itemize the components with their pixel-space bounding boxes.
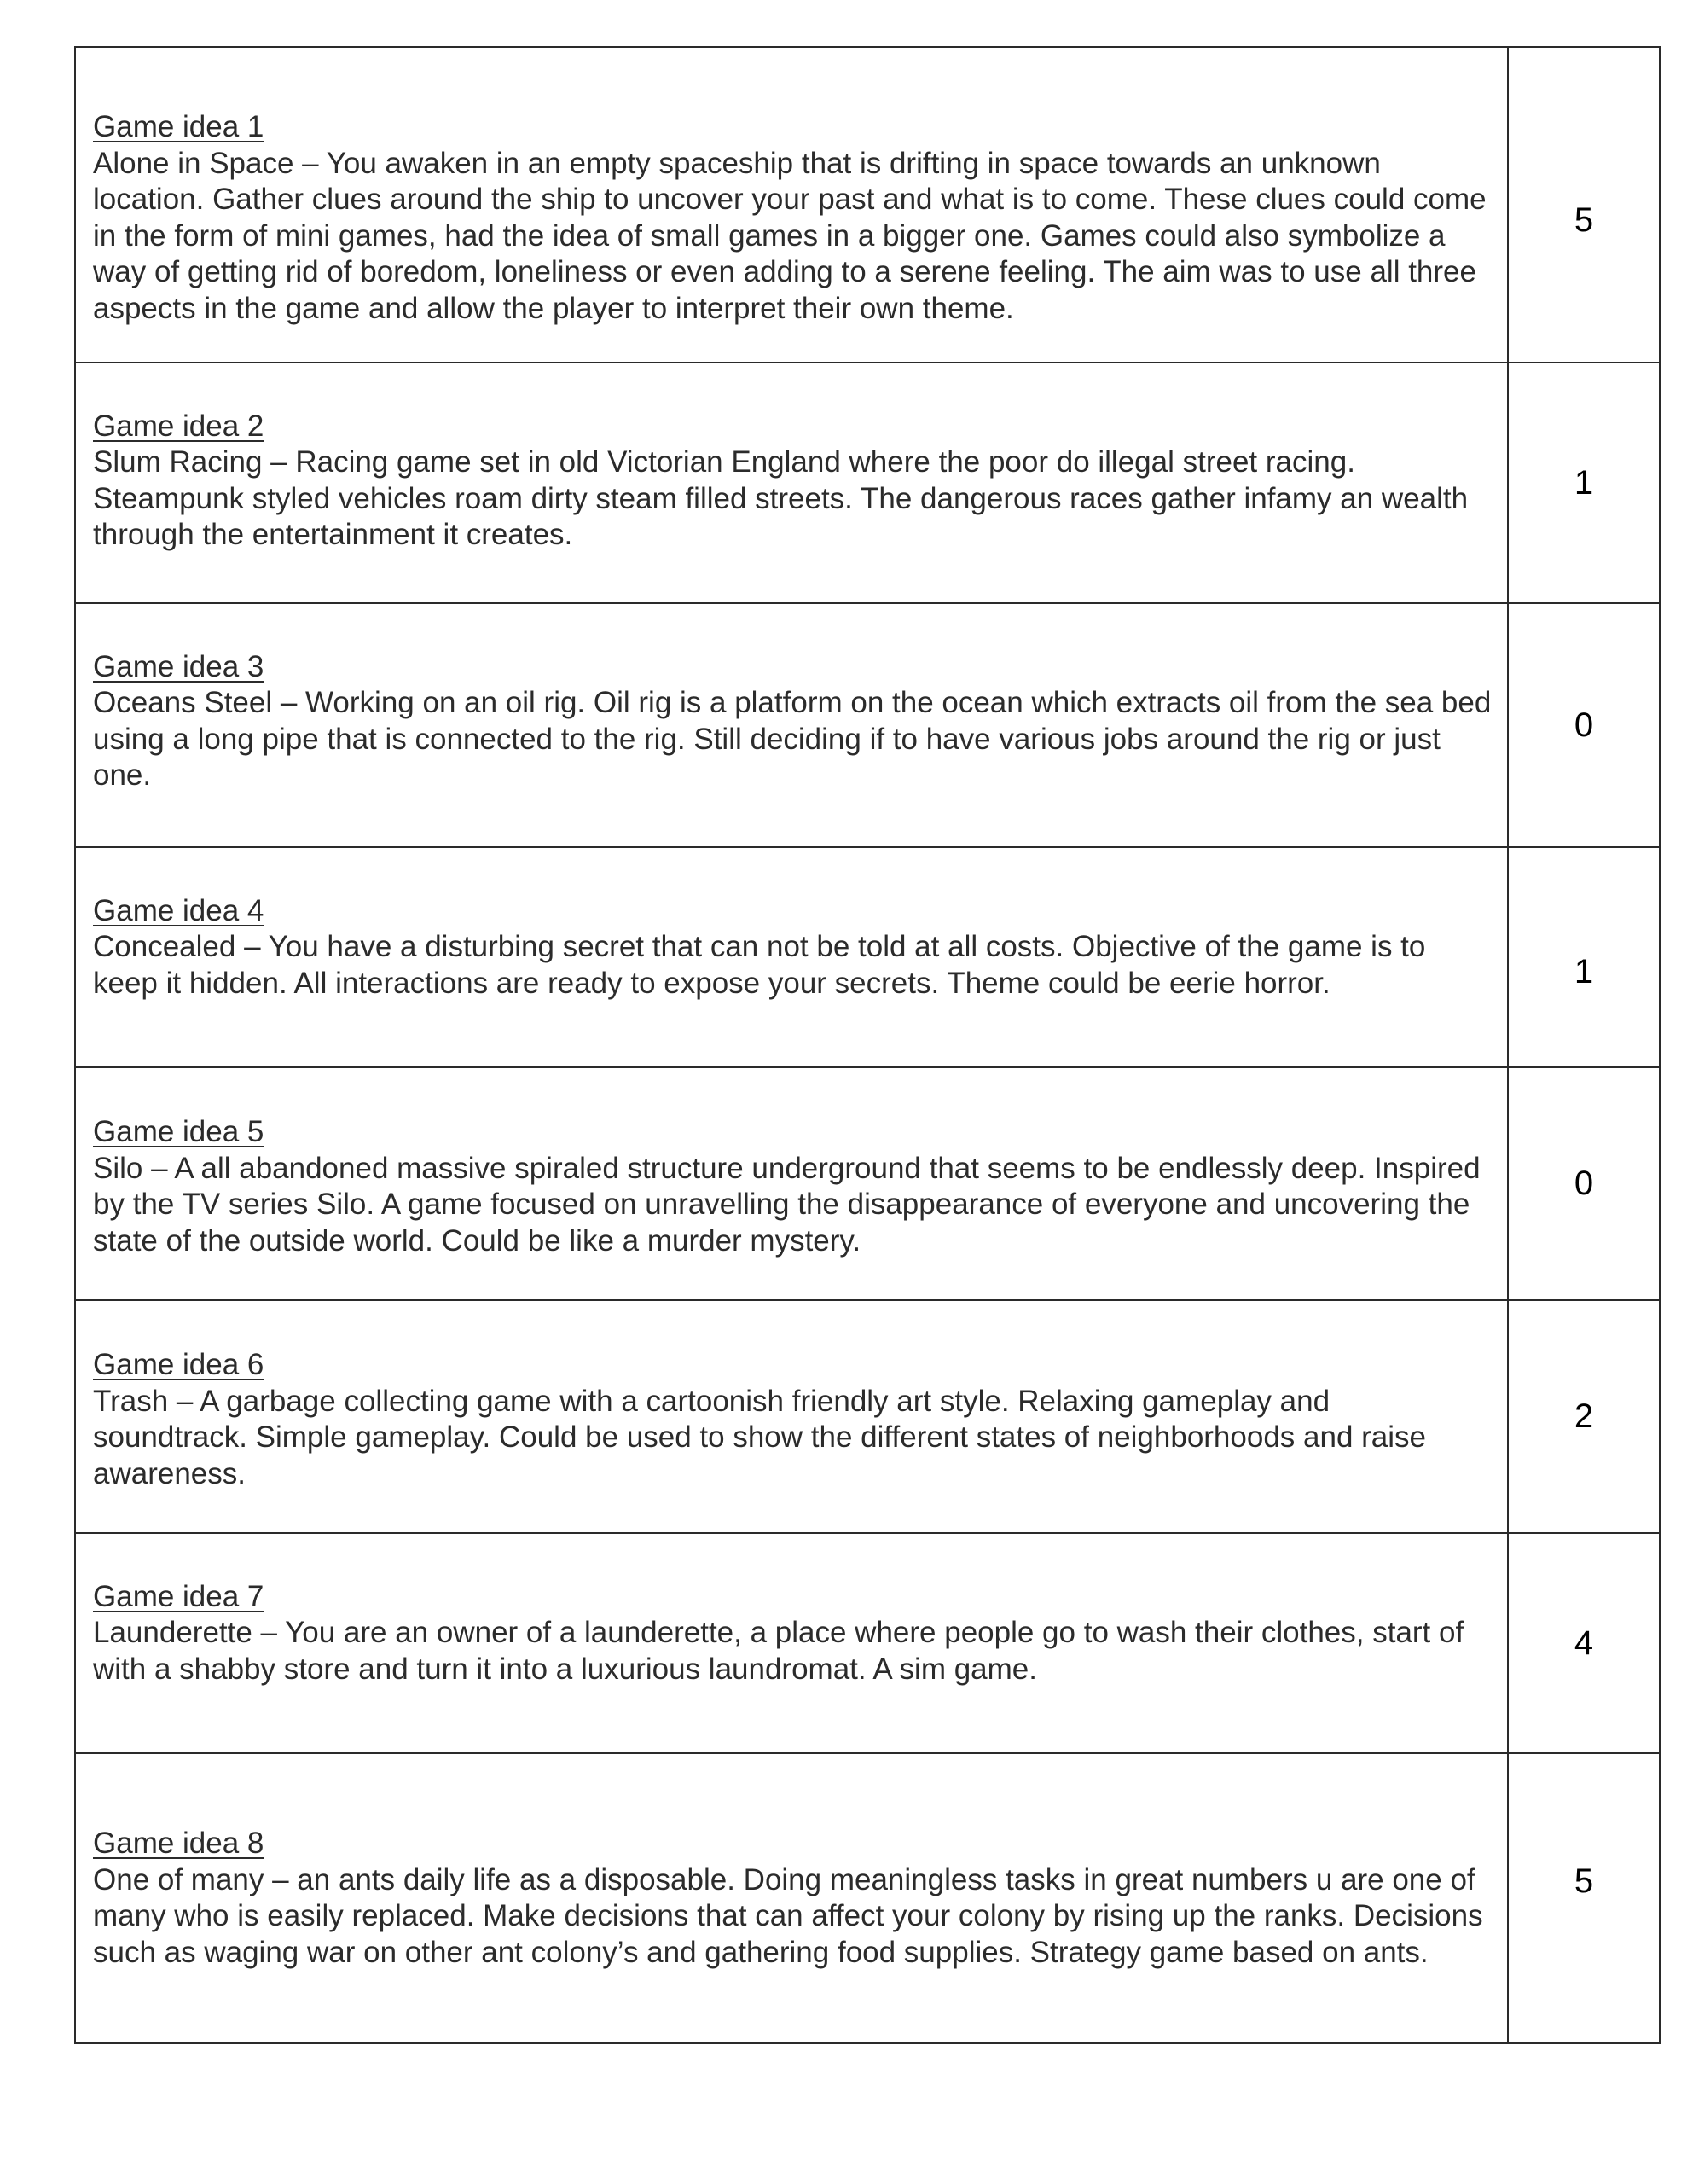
score-cell: 0 — [1508, 603, 1660, 847]
idea-title: Game idea 7 — [93, 1579, 264, 1613]
idea-cell — [75, 1533, 1508, 1753]
idea-description: Alone in Space – You awaken in an empty spaceship that is drifting in space towards an unknown location. Gather clues around the ship to uncover your past and what is to come. These clues could come in the form of mini games, had the idea of small games in a bigger one. Games could also symbolize a way of getting rid of boredom, loneliness or even adding to a serene feeling. The aim was to use all three aspects in the game and allow the player to interpret their own theme. — [93, 146, 1487, 325]
table-row — [75, 1753, 1660, 2043]
idea-cell — [75, 1753, 1508, 2043]
idea-title: Game idea 5 — [93, 1115, 264, 1148]
idea-title: Game idea 1 — [93, 110, 264, 143]
game-ideas-table — [74, 46, 1661, 2044]
idea-cell — [75, 363, 1508, 603]
idea-title: Game idea 3 — [93, 649, 264, 683]
table-row — [75, 363, 1660, 603]
idea-description: Launderette – You are an owner of a launderette, a place where people go to wash their clothes, start of with a shabby store and turn it into a luxurious laundromat. A sim game. — [93, 1616, 1464, 1686]
idea-cell — [75, 603, 1508, 847]
idea-description: Trash – A garbage collecting game with a cartoonish friendly art style. Relaxing gameplay and soundtrack. Simple gameplay. Could be used to show the different states of neighborhoods and raise awareness. — [93, 1384, 1427, 1490]
idea-cell — [75, 1300, 1508, 1533]
table-row — [75, 847, 1660, 1067]
table-row — [75, 47, 1660, 363]
idea-cell — [75, 1067, 1508, 1300]
table-row — [75, 1300, 1660, 1533]
idea-cell — [75, 847, 1508, 1067]
score-cell: 4 — [1508, 1533, 1660, 1753]
idea-description: One of many – an ants daily life as a disposable. Doing meaningless tasks in great numbers u are one of many who is easily replaced. Make decisions that can affect your colony by rising up the ranks. Decisions such as waging war on other ant colony’s and gathering food supplies. Strategy game based on ants. — [93, 1862, 1483, 1969]
idea-description: Slum Racing – Racing game set in old Victorian England where the poor do illegal street racing. Steampunk styled vehicles roam dirty steam filled streets. The dangerous races gather infamy an wealth through the entertainment it creates. — [93, 445, 1469, 551]
score-cell: 5 — [1508, 1753, 1660, 2043]
table-row — [75, 1533, 1660, 1753]
score-cell: 2 — [1508, 1300, 1660, 1533]
score-cell: 1 — [1508, 363, 1660, 603]
idea-title: Game idea 8 — [93, 1827, 264, 1860]
table-row — [75, 1067, 1660, 1300]
idea-title: Game idea 6 — [93, 1348, 264, 1381]
score-cell: 5 — [1508, 47, 1660, 363]
idea-description: Silo – A all abandoned massive spiraled structure underground that seems to be endlessly deep. Inspired by the TV series Silo. A game focused on unravelling the disappearance of everyone and uncovering the state of the outside world. Could be like a murder mystery. — [93, 1151, 1481, 1258]
idea-title: Game idea 4 — [93, 893, 264, 927]
table-row — [75, 603, 1660, 847]
score-cell: 0 — [1508, 1067, 1660, 1300]
idea-cell — [75, 47, 1508, 363]
idea-description: Concealed – You have a disturbing secret that can not be told at all costs. Objective of the game is to keep it hidden. All interactions are ready to expose your secrets. Theme could be eerie horror. — [93, 930, 1426, 1000]
idea-title: Game idea 2 — [93, 409, 264, 443]
score-cell: 1 — [1508, 847, 1660, 1067]
idea-description: Oceans Steel – Working on an oil rig. Oil rig is a platform on the ocean which extracts oil from the sea bed using a long pipe that is connected to the rig. Still deciding if to have various jobs around the rig or just one. — [93, 686, 1492, 792]
